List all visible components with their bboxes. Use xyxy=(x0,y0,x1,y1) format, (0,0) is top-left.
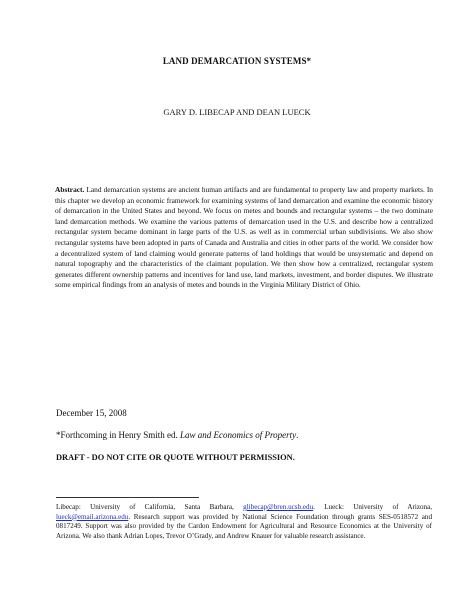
forthcoming-note xyxy=(56,430,298,440)
paper-title: LAND DEMARCATION SYSTEMS* xyxy=(162,56,312,66)
abstract xyxy=(55,185,433,291)
footnote-part-3: . Research support was provided by National Science Foundation through grants SES-0518572 and 0817249. Support was also provided by the Cardon Endowment for Agricultural and Resource Economics at the University of Arizona. We also thank Adrian Lopes, Trevor O’Grady, and Andrew Knauer for valuable research assistance. xyxy=(56,512,432,540)
affiliation-footnote xyxy=(56,503,432,541)
abstract-text: Land demarcation systems are ancient human artifacts and are fundamental to property law and property markets. In this chapter we develop an economic framework for examining systems of land demarcation and examine the economic history of demarcation in the United States and beyond. We focus on metes and bounds and rectangular systems – the two dominate land demarcation methods. We examine the various patterns of demarcation used in the U.S. and describe how a centralized rectangular system became dominant in large parts of the U.S. as well as in commercial urban subdivisions. We also show rectangular systems have been adopted in parts of Canada and Australia and cities in other parts of the world. We consider how a decentralized system of land claiming would generate patterns of land holdings that would be unsystematic and depend on natural topography and the characteristics of the claimant population. We then show how a centralized, rectangular system generates different ownership patterns and incentives for land use, land markets, investment, and border disputes. We illustrate some empirical findings from an analysis of metes and bounds in the Virginia Military District of Ohio. xyxy=(55,185,433,290)
paper-date: December 15, 2008 xyxy=(56,408,127,418)
forthcoming-suffix: . xyxy=(296,430,299,440)
paper-authors: GARY D. LIBECAP AND DEAN LUECK xyxy=(163,107,311,117)
footnote-rule xyxy=(56,497,199,498)
email-link-lueck[interactable]: lueck@email.arizona.edu xyxy=(56,512,129,521)
forthcoming-prefix: *Forthcoming in Henry Smith ed. xyxy=(56,430,180,440)
draft-notice: DRAFT - DO NOT CITE OR QUOTE WITHOUT PERMISSION. xyxy=(56,453,295,462)
footnote-part-1: Libecap: University of California, Santa Barbara, xyxy=(56,503,244,511)
abstract-label: Abstract. xyxy=(55,185,85,194)
forthcoming-book-title: Law and Economics of Property xyxy=(180,430,297,440)
email-link-libecap[interactable]: glibecap@bren.ucsb.edu xyxy=(243,503,314,511)
footnote-part-2: . Lueck: University of Arizona, xyxy=(313,503,432,511)
